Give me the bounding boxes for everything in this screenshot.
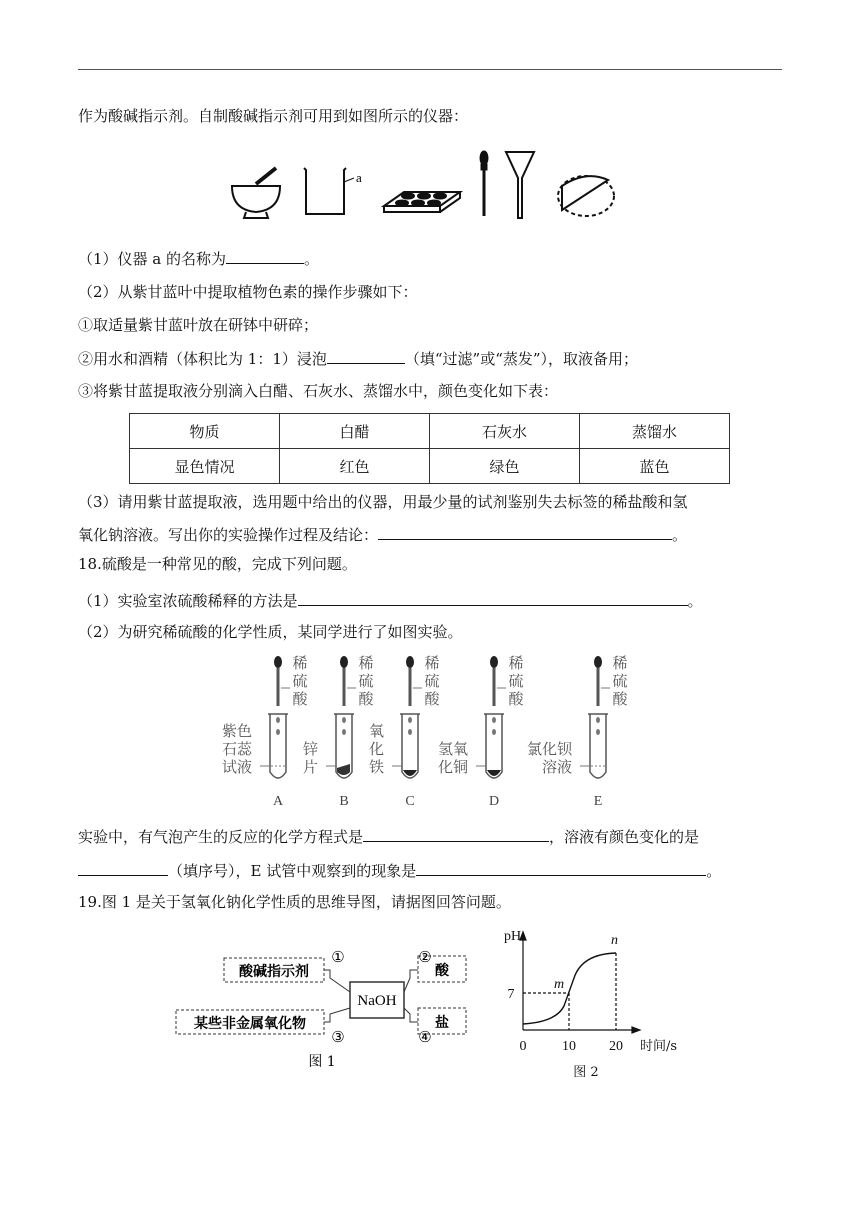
substance-label: 化铜 [437, 758, 468, 776]
substance-label: 片 [302, 758, 318, 776]
fig1-left-top: 酸碱指示剂 [239, 964, 309, 980]
fig1-center: NaOH [357, 993, 397, 1009]
dropper-label: 酸 [508, 690, 524, 708]
table-cell: 蒸馏水 [580, 414, 730, 449]
x-axis-arrow-icon [632, 1027, 640, 1033]
table-cell: 蓝色 [580, 449, 730, 484]
tube-glass-icon [590, 714, 606, 778]
spot-plate-icon [384, 192, 460, 212]
fig2-point-m: m [554, 977, 565, 992]
apparatus-label-a: a [356, 170, 362, 185]
fig1-num-2: ② [418, 948, 432, 966]
dropper-bulb-icon [594, 656, 602, 668]
substance-label: 氢氧 [437, 740, 468, 758]
test-tube-c [369, 654, 441, 809]
question-19-title: 19.图 1 是关于氢氧化钠化学性质的思维导图，请据图回答问题。 [78, 893, 511, 911]
step-1: ①取适量紫甘蓝叶放在研钵中研碎； [78, 316, 319, 334]
color-table [129, 413, 730, 484]
dropper-label: 硫 [424, 672, 440, 690]
question-3-line-2: 氧化钠溶液。写出你的实验操作过程及结论： 。 [78, 526, 688, 544]
test-tube-b [303, 654, 375, 809]
dropper-label: 稀 [424, 654, 440, 672]
tube-letter: C [405, 794, 415, 809]
question-18-experiment-1: 实验中，有气泡产生的反应的化学方程式是 ，溶液有颜色变化的是 [78, 828, 700, 846]
question-2-title: （2）从紫甘蓝叶中提取植物色素的操作步骤如下： [78, 283, 418, 301]
table-row [130, 414, 730, 449]
dropper-label: 稀 [612, 654, 628, 672]
question-18-title: 18.硫酸是一种常见的酸，完成下列问题。 [78, 555, 357, 573]
dropper-bulb-icon [406, 656, 414, 668]
dropper-bulb-icon [274, 656, 282, 668]
table-cell: 白醋 [280, 414, 430, 449]
table-cell: 物质 [130, 414, 280, 449]
dropper-label: 酸 [358, 690, 374, 708]
answer-blank-2[interactable] [327, 348, 405, 364]
dropper-icon [480, 151, 488, 216]
fig2-y-mark: 7 [507, 987, 515, 1002]
question-1: （1）仪器 a 的名称为 。 [78, 250, 320, 268]
substance-label: 试液 [221, 758, 252, 776]
funnel-icon [506, 152, 534, 218]
figure-1-mind-map [170, 944, 480, 1074]
dropper-label: 硫 [508, 672, 524, 690]
answer-blank-1[interactable] [226, 248, 304, 264]
mortar-pestle-icon [232, 168, 280, 218]
fig1-right-top: 酸 [435, 963, 449, 979]
table-cell: 绿色 [430, 449, 580, 484]
substance-label: 氯化钡 [526, 740, 572, 758]
tube-letter: D [488, 794, 500, 809]
dropper-label: 稀 [292, 654, 308, 672]
fig2-x-tick: 0 [519, 1039, 527, 1054]
dropper-label: 稀 [508, 654, 524, 672]
answer-blank-5[interactable] [363, 826, 549, 842]
fig2-ylabel: pH [504, 929, 522, 944]
test-tube-e [527, 654, 629, 809]
answer-blank-7[interactable] [416, 860, 706, 876]
fig2-caption: 图 2 [573, 1065, 599, 1080]
fig1-num-1: ① [331, 948, 345, 966]
substance-label: 紫色 [221, 722, 252, 740]
dropper-label: 硫 [358, 672, 374, 690]
table-row [130, 449, 730, 484]
fig2-point-n: n [611, 933, 618, 948]
dropper-label: 酸 [612, 690, 628, 708]
fig1-num-3: ③ [331, 1028, 345, 1046]
step-2: ②用水和酒精（体积比为 1：1）浸泡 （填“过滤”或“蒸发”），取液备用； [78, 350, 639, 368]
apparatus-figure [228, 148, 628, 223]
intro-text: 作为酸碱指示剂。自制酸碱指示剂可用到如图所示的仪器： [78, 107, 469, 125]
fig1-right-bottom: 盐 [435, 1015, 449, 1031]
dropper-label: 酸 [424, 690, 440, 708]
table-cell: 红色 [280, 449, 430, 484]
dropper-label: 硫 [292, 672, 308, 690]
answer-blank-4[interactable] [298, 590, 688, 606]
fig2-x-tick: 20 [609, 1039, 623, 1054]
answer-blank-6[interactable] [78, 860, 168, 876]
table-cell: 显色情况 [130, 449, 280, 484]
dropper-bulb-icon [340, 656, 348, 668]
fig2-xlabel: 时间/s [640, 1039, 678, 1054]
fig1-caption: 图 1 [308, 1054, 336, 1070]
fig1-num-4: ④ [418, 1028, 432, 1046]
beaker-icon [304, 168, 354, 214]
substance-label: 氧 [368, 722, 384, 740]
filter-paper-icon [558, 176, 614, 216]
tube-glass-icon [402, 714, 418, 778]
substance-label: 溶液 [541, 758, 572, 776]
step-3: ③将紫甘蓝提取液分别滴入白醋、石灰水、蒸馏水中，颜色变化如下表： [78, 382, 559, 400]
tube-letter: A [272, 794, 284, 809]
figure-2-ph-chart [496, 926, 706, 1086]
test-tube-figure [222, 654, 642, 810]
table-cell: 石灰水 [430, 414, 580, 449]
header-rule [78, 69, 782, 70]
test-tube-d [438, 654, 525, 809]
tube-glass-icon [486, 714, 502, 778]
answer-blank-3[interactable] [378, 524, 672, 540]
dropper-label: 稀 [358, 654, 374, 672]
substance-label: 锌 [302, 740, 318, 758]
dropper-label: 硫 [612, 672, 628, 690]
tube-letter: E [593, 794, 603, 809]
fig2-x-tick: 10 [562, 1039, 576, 1054]
substance-label: 化 [368, 740, 384, 758]
fig1-left-bottom: 某些非金属氧化物 [194, 1016, 306, 1032]
question-3-line-1: （3）请用紫甘蓝提取液，选用题中给出的仪器，用最少量的试剂鉴别失去标签的稀盐酸和氢 [78, 493, 688, 511]
question-18-experiment-2: （填序号），E 试管中观察到的现象是 。 [78, 860, 721, 881]
substance-label: 铁 [368, 758, 384, 776]
tube-glass-icon [270, 714, 286, 778]
question-18-1: （1）实验室浓硫酸稀释的方法是 。 [78, 592, 703, 610]
tube-letter: B [339, 794, 349, 809]
question-18-2: （2）为研究稀硫酸的化学性质，某同学进行了如图实验。 [78, 623, 463, 641]
test-tube-a [222, 654, 309, 809]
dropper-bulb-icon [490, 656, 498, 668]
substance-label: 石蕊 [221, 740, 252, 758]
dropper-label: 酸 [292, 690, 308, 708]
